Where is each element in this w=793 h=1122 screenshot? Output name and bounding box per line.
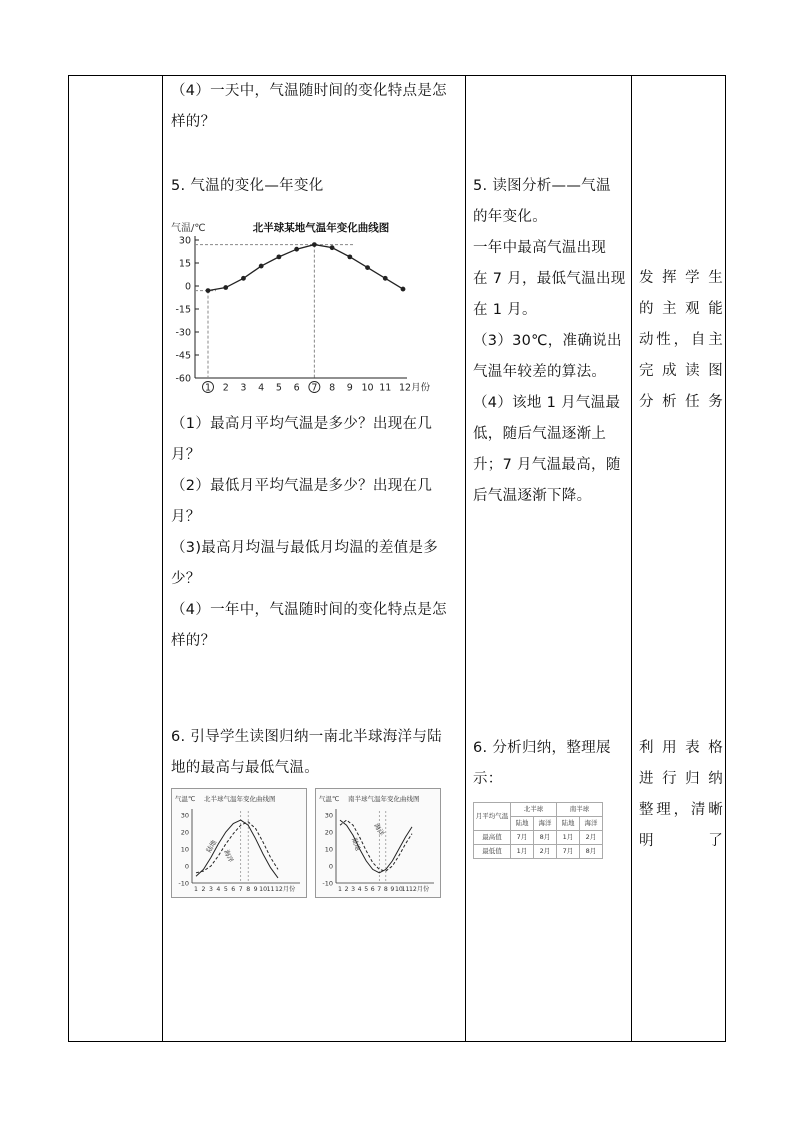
x-tick-label: 1 — [194, 886, 198, 893]
table-subheader: 海洋 — [534, 817, 557, 831]
column-divider — [162, 76, 163, 1041]
y-tick-label: 20 — [324, 828, 333, 837]
ocean-curve-label: 海洋 — [372, 822, 386, 838]
data-point — [330, 245, 335, 250]
column-divider — [465, 76, 466, 1041]
x-tick-label: 12月份 — [275, 886, 296, 893]
table-subheader: 陆地 — [511, 817, 534, 831]
text-line: 5. 读图分析——气温 — [473, 178, 611, 194]
table-group-header: 北半球 — [511, 803, 557, 817]
table-row — [474, 845, 603, 859]
data-point — [347, 254, 352, 259]
table-cell: 2月 — [580, 831, 603, 845]
text-line: 示： — [473, 771, 503, 787]
summary-table — [473, 802, 603, 859]
x-tick-label: 5 — [223, 886, 228, 893]
table-group-header: 南半球 — [557, 803, 603, 817]
text-line: 的主观能 — [639, 301, 723, 317]
text-line: 明了 — [639, 833, 723, 849]
section5-questions — [171, 409, 461, 657]
north-hemisphere-chart — [171, 788, 307, 898]
x-tick-label: 11 — [401, 886, 410, 893]
text-line: 整理，清晰 — [639, 802, 723, 818]
table-subheader: 陆地 — [557, 817, 580, 831]
x-tick-label: 2 — [201, 886, 206, 893]
table-cell: 8月 — [534, 831, 557, 845]
data-point — [241, 276, 246, 281]
x-tick-label: 3 — [240, 382, 247, 394]
x-tick-label: 6 — [370, 886, 375, 893]
x-tick-label: 3 — [351, 886, 356, 893]
section4-question — [171, 76, 461, 138]
text-line: 分析任务 — [639, 394, 723, 410]
land-curve-label: 陆地 — [350, 836, 363, 852]
text-line: 完成读图 — [639, 363, 723, 379]
x-tick-label: 4 — [357, 886, 362, 893]
y-tick-label: -45 — [175, 350, 191, 362]
text-line: 后气温逐渐下降。 — [473, 488, 592, 504]
x-tick-label: 12月份 — [399, 382, 431, 394]
section5-design-intent — [639, 263, 723, 418]
ocean-curve-label: 海洋 — [222, 848, 235, 864]
section6-design-intent — [639, 733, 723, 857]
text-line: 月？ — [171, 509, 201, 525]
data-point — [365, 265, 370, 270]
x-tick-label: 7 — [238, 886, 243, 893]
text-line: （4）该地 1 月气温最 — [473, 395, 621, 411]
text-line: （3）30℃，准确说出 — [473, 333, 622, 349]
y-tick-label: -15 — [175, 304, 191, 316]
text-line: 月？ — [171, 447, 201, 463]
text-line: 样的？ — [171, 633, 216, 649]
x-tick-label: 8 — [329, 382, 336, 394]
y-tick-label: 0 — [184, 281, 191, 293]
section6-student-activity — [473, 733, 631, 795]
chart-title: 北半球某地气温年变化曲线图 — [252, 222, 390, 234]
data-point — [312, 242, 317, 247]
text-line: 地的最高与最低气温。 — [171, 760, 319, 776]
chart-title: 北半球气温年变化曲线图 — [204, 795, 276, 803]
y-axis-label: 气温/℃ — [171, 223, 206, 234]
text-line: 在 7 月，最低气温出现 — [473, 271, 626, 287]
text-line: （4）一天中，气温随时间的变化特点是怎 — [171, 83, 447, 99]
table-cell: 7月 — [511, 831, 534, 845]
row-label: 最高值 — [474, 831, 511, 845]
data-point — [259, 264, 264, 269]
land-curve-label: 陆地 — [204, 838, 219, 854]
y-axis-label: 气温℃ — [175, 795, 196, 803]
row-label: 最低值 — [474, 845, 511, 859]
text-line: 进行归纳 — [639, 771, 723, 787]
data-point — [223, 285, 228, 290]
x-tick-label: 6 — [293, 382, 300, 394]
table-cell: 1月 — [557, 831, 580, 845]
text-line: 低，随后气温逐渐上 — [473, 426, 607, 442]
x-tick-label: 3 — [208, 886, 213, 893]
y-tick-label: 30 — [178, 235, 191, 247]
x-tick-label: 7 — [377, 886, 382, 893]
y-tick-label: 0 — [184, 862, 189, 871]
y-tick-label: 0 — [328, 862, 333, 871]
x-tick-label: 11 — [379, 382, 392, 394]
section5-student-activity — [473, 171, 631, 512]
text-line: 少？ — [171, 571, 201, 587]
chart-title: 南半球气温年变化曲线图 — [348, 795, 420, 803]
x-tick-label: 8 — [246, 886, 251, 893]
x-tick-label: 10 — [394, 886, 403, 893]
x-tick-label: 7 — [311, 382, 318, 394]
x-tick-label: 1 — [204, 382, 212, 394]
question-2: （2）最低月平均气温是多少？出现在几 — [171, 478, 433, 494]
data-point — [383, 276, 388, 281]
y-tick-label: 10 — [180, 845, 189, 854]
question-3: （3)最高月均温与最低月均温的差值是多 — [171, 540, 439, 556]
text-line: 动性，自主 — [639, 332, 723, 348]
y-tick-label: -10 — [178, 879, 189, 888]
annual-temperature-chart — [171, 216, 431, 396]
table-cell: 8月 — [580, 845, 603, 859]
section5-heading: 5. 气温的变化—年变化 — [171, 178, 324, 194]
y-axis-label: 气温℃ — [319, 795, 340, 803]
text-line: 6. 分析归纳，整理展 — [473, 740, 611, 756]
data-point — [401, 287, 406, 292]
y-tick-label: -30 — [175, 327, 191, 339]
x-tick-label: 10 — [259, 886, 268, 893]
x-tick-label: 5 — [364, 886, 369, 893]
x-tick-label: 12月份 — [409, 886, 430, 893]
y-tick-label: 30 — [324, 811, 333, 820]
table-corner: 月平均气温 — [474, 803, 511, 831]
text-line: 一年中最高气温出现 — [473, 240, 607, 256]
x-tick-label: 1 — [338, 886, 342, 893]
x-tick-label: 9 — [390, 886, 395, 893]
text-line: 升；7 月气温最高，随 — [473, 457, 621, 473]
column-divider — [631, 76, 632, 1041]
x-tick-label: 2 — [222, 382, 229, 394]
table-cell: 1月 — [511, 845, 534, 859]
text-line: 样的？ — [171, 114, 216, 130]
table-subheader: 海洋 — [580, 817, 603, 831]
y-tick-label: 10 — [324, 845, 333, 854]
table-cell: 2月 — [534, 845, 557, 859]
text-line: 气温年较差的算法。 — [473, 364, 607, 380]
x-tick-label: 8 — [383, 886, 388, 893]
x-tick-label: 2 — [344, 886, 349, 893]
y-tick-label: -60 — [175, 373, 191, 385]
data-point — [277, 254, 282, 259]
x-tick-label: 11 — [266, 886, 275, 893]
temperature-line — [208, 245, 403, 291]
text-line: 在 1 月。 — [473, 302, 537, 318]
question-4: （4）一年中，气温随时间的变化特点是怎 — [171, 602, 447, 618]
table-row — [474, 831, 603, 845]
data-point — [294, 247, 299, 252]
x-tick-label: 6 — [231, 886, 236, 893]
question-1: （1）最高月平均气温是多少？出现在几 — [171, 416, 433, 432]
y-tick-label: 30 — [180, 811, 189, 820]
south-hemisphere-chart — [315, 788, 441, 898]
x-tick-label: 9 — [253, 886, 258, 893]
text-line: 发挥学生 — [639, 270, 723, 286]
x-tick-label: 10 — [361, 382, 374, 394]
data-point — [206, 288, 211, 293]
y-tick-label: -10 — [322, 879, 333, 888]
table-cell: 7月 — [557, 845, 580, 859]
text-line: 的年变化。 — [473, 209, 547, 225]
x-tick-label: 9 — [346, 382, 353, 394]
x-tick-label: 5 — [275, 382, 282, 394]
y-tick-label: 15 — [178, 258, 191, 270]
x-tick-label: 4 — [258, 382, 265, 394]
text-line: 利用表格 — [639, 740, 723, 756]
lesson-plan-table — [68, 75, 726, 1042]
section6-task — [171, 722, 461, 784]
text-line: 6. 引导学生读图归纳一南北半球海洋与陆 — [171, 729, 442, 745]
y-tick-label: 20 — [180, 828, 189, 837]
x-tick-label: 4 — [216, 886, 221, 893]
